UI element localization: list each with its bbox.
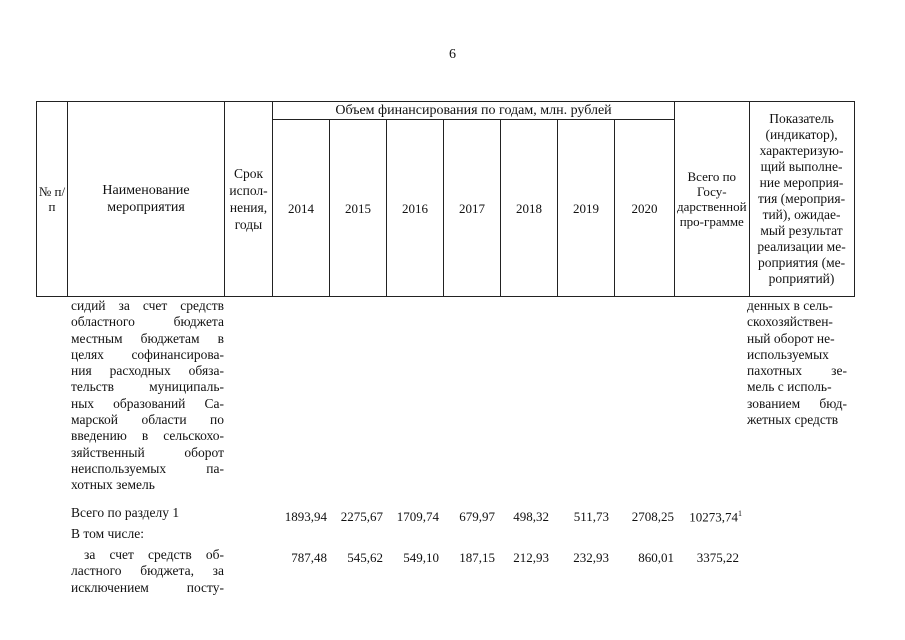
indicator-line: зованием бюд- [747, 395, 847, 411]
name-line: сидий за счет средств [71, 298, 224, 313]
indicator-line: пахотных зе- [747, 363, 847, 379]
row-total-label: Всего по разделу 1 [71, 505, 180, 520]
regional-value-2016: 549,10 [403, 550, 439, 565]
total-value-2018: 498,32 [513, 509, 549, 524]
name-line: марской области по [71, 412, 224, 428]
page-number: 6 [449, 47, 456, 62]
indicator-line: денных в сель- [747, 298, 833, 313]
table-header [36, 101, 855, 297]
indicator-text [747, 298, 847, 428]
header-year: 2020 [615, 120, 675, 297]
header-funding: Объем финансирования по годам, млн. рублей [273, 102, 675, 120]
regional-value-total: 3375,22 [696, 550, 739, 565]
regional-value-2019: 232,93 [573, 550, 609, 565]
total-value-2019: 511,73 [573, 509, 609, 524]
row-including-label: В том числе: [71, 526, 144, 541]
total-value-2016: 1709,74 [396, 509, 439, 524]
activity-name [71, 298, 224, 494]
regional-value-2020: 860,01 [638, 550, 674, 565]
row-regional-label [71, 547, 224, 596]
indicator-line: мель с исполь- [747, 379, 832, 395]
footnote-marker: 1 [738, 509, 742, 518]
name-line: ных образований Са- [71, 395, 224, 411]
indicator-line: ный оборот не- [747, 330, 835, 346]
header-year: 2019 [558, 120, 615, 297]
regional-line: исключением посту- [71, 579, 224, 595]
header-year: 2014 [273, 120, 330, 297]
regional-value-2014: 787,48 [291, 550, 327, 565]
name-line: неиспользуемых па- [71, 460, 224, 476]
header-year: 2018 [501, 120, 558, 297]
regional-value-2015: 545,62 [347, 550, 383, 565]
header-total: Всего по Госу-дарственной про-грамме [675, 102, 750, 297]
total-value-2017: 679,97 [459, 509, 495, 524]
name-line: введению в сельскохо- [71, 428, 224, 444]
name-line: тельств муниципаль- [71, 379, 224, 395]
name-line: хотных земель [71, 477, 155, 493]
total-value-all [679, 509, 742, 525]
total-value-2015: 2275,67 [340, 509, 383, 524]
regional-value-2017: 187,15 [459, 550, 495, 565]
header-number: № п/п [37, 102, 68, 297]
regional-line: ластного бюджета, за [71, 563, 224, 579]
name-line: местным бюджетам в [71, 330, 224, 346]
name-line: областного бюджета [71, 314, 224, 330]
header-year: 2016 [387, 120, 444, 297]
total-value-2020: 2708,25 [631, 509, 674, 524]
name-line: ния расходных обяза- [71, 363, 224, 379]
indicator-line: используемых [747, 346, 829, 362]
header-indicator: Показатель (индикатор), характеризую-щий выполне-ние мероприя-тия (мероприя-тий), ожидае-мый результат реализации ме-роприятия (ме-роприятий) [749, 102, 854, 297]
total-all-value: 10273,74 [689, 509, 738, 525]
name-line: целях софинансирова- [71, 346, 224, 362]
regional-value-2018: 212,93 [513, 550, 549, 565]
header-name: Наименование мероприятия [68, 102, 225, 297]
indicator-line: скохозяйствен- [747, 314, 833, 330]
name-line: зяйственный оборот [71, 444, 224, 460]
indicator-line: жетных средств [747, 412, 839, 428]
regional-line: за счет средств об- [84, 547, 224, 562]
header-year: 2017 [444, 120, 501, 297]
header-year: 2015 [330, 120, 387, 297]
header-term: Срок испол-нения, годы [225, 102, 273, 297]
total-value-2014: 1893,94 [284, 509, 327, 524]
